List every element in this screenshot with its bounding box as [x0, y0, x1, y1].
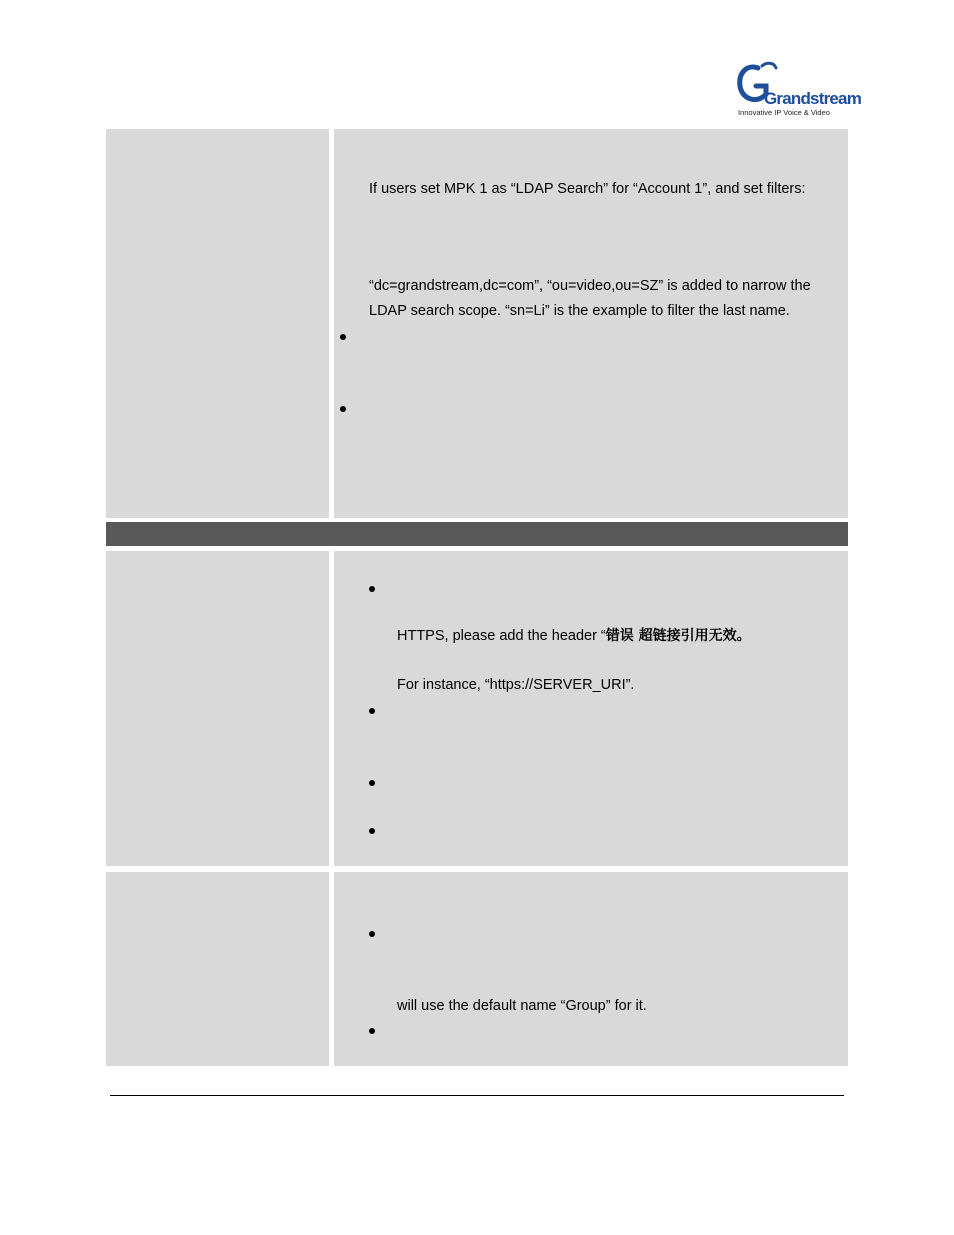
section2-header-text: HTTPS, please add the header “ — [397, 628, 606, 644]
bullet-icon — [369, 780, 375, 786]
section1-text-line: If users set MPK 1 as “LDAP Search” for “Account 1”, and set filters: — [369, 181, 806, 197]
section2-example-line: For instance, “https://SERVER_URI”. — [397, 677, 635, 693]
section2-description-cell — [334, 551, 848, 866]
section-header-bar — [106, 522, 848, 546]
bullet-icon — [369, 931, 375, 937]
section1-label-cell — [106, 129, 329, 518]
section3-description-cell — [334, 872, 848, 1066]
bullet-icon — [340, 406, 346, 412]
bullet-icon — [369, 828, 375, 834]
section2-error-text: 错误 超链接引用无效。 — [605, 628, 751, 644]
section1-text-line: LDAP search scope. “sn=Li” is the example to filter the last name. — [369, 303, 790, 319]
bullet-icon — [369, 1028, 375, 1034]
logo-wordmark: Grandstream — [764, 89, 862, 108]
bullet-icon — [369, 586, 375, 592]
footer-divider — [110, 1095, 844, 1096]
section2-header-line — [397, 627, 751, 645]
bullet-icon — [340, 334, 346, 340]
section3-text-line: will use the default name “Group” for it. — [397, 998, 647, 1014]
bullet-icon — [369, 708, 375, 714]
logo-tagline: Innovative IP Voice & Video — [738, 108, 830, 117]
section3-label-cell — [106, 872, 329, 1066]
section2-label-cell — [106, 551, 329, 866]
section1-text-line: “dc=grandstream,dc=com”, “ou=video,ou=SZ” is added to narrow the — [369, 278, 811, 294]
